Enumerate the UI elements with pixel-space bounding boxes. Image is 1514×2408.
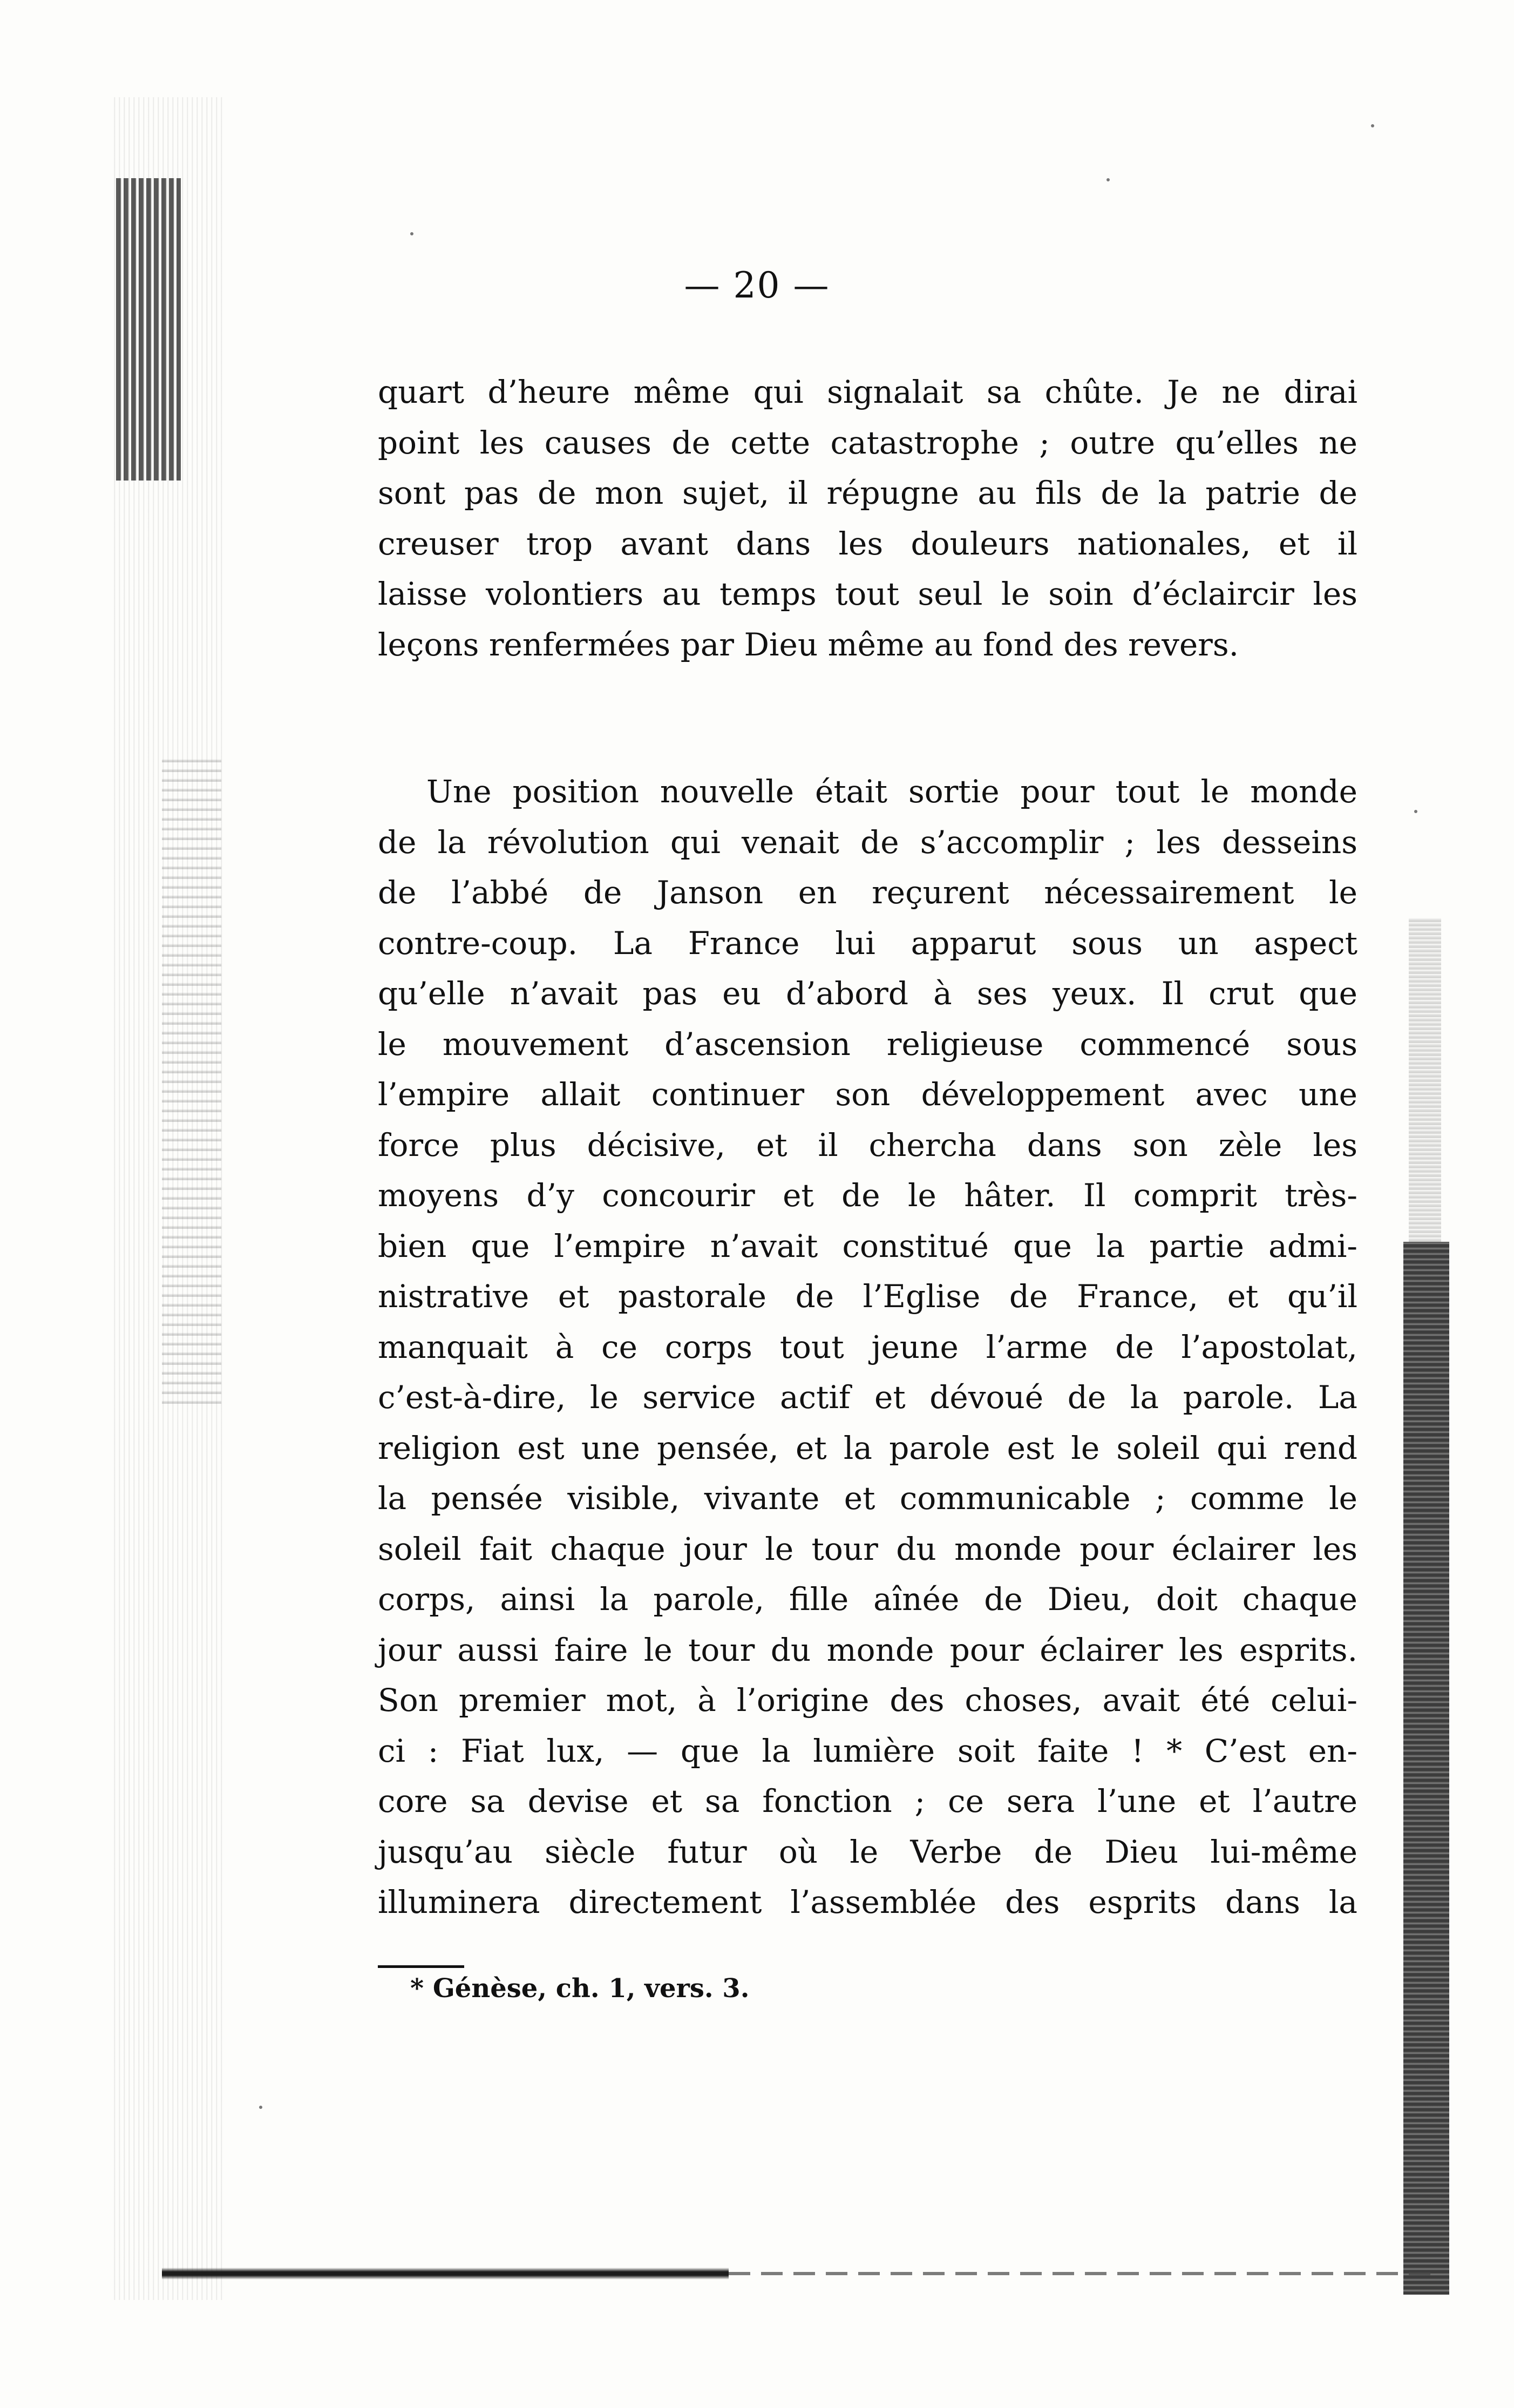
footnote-rule [378, 1965, 464, 1968]
scan-speck [1106, 178, 1110, 181]
text-line: nistrative et pastorale de l’Eglise de France, et qu’il [378, 1278, 1357, 1315]
text-line: leçons renfermées par Dieu même au fond des revers. [378, 626, 1239, 663]
text-line: core sa devise et sa fonction ; ce sera l’une et l’autre [378, 1783, 1357, 1819]
text-line: moyens d’y concourir et de le hâter. Il comprit très- [378, 1177, 1357, 1214]
text-line: le mouvement d’ascension religieuse commencé sous [378, 1025, 1357, 1063]
left-gutter-lower-noise [162, 756, 221, 1404]
text-line: qu’elle n’avait pas eu d’abord à ses yeux. Il crut que [378, 975, 1357, 1012]
scan-speck [1371, 124, 1374, 127]
text-line: manquait à ce corps tout jeune l’arme de l’apostolat, [378, 1328, 1357, 1365]
scan-speck [410, 232, 413, 235]
text-line: laisse volontiers au temps tout seul le soin d’éclaircir les [378, 576, 1357, 612]
text-line: la pensée visible, vivante et communicable ; comme le [378, 1480, 1357, 1517]
text-line: point les causes de cette catastrophe ; outre qu’elles ne [378, 424, 1357, 461]
paragraph-1 [378, 367, 1357, 670]
bottom-edge-dark-band [162, 2268, 729, 2280]
right-edge-noise [1409, 918, 1441, 1242]
text-line: contre-coup. La France lui apparut sous un aspect [378, 924, 1357, 962]
text-line: Une position nouvelle était sortie pour tout le monde [426, 773, 1357, 810]
right-edge-dark-band [1403, 1242, 1449, 2295]
text-line: sont pas de mon sujet, il répugne au fils de la patrie de [378, 475, 1357, 511]
text-line: bien que l’empire n’avait constitué que la partie admi- [378, 1227, 1357, 1264]
paragraph-2 [378, 767, 1357, 1928]
bottom-edge-dashes [729, 2272, 1430, 2275]
page-number: — 20 — [684, 265, 830, 306]
text-line: de la révolution qui venait de s’accomplir ; les desseins [378, 823, 1357, 861]
text-line: illuminera directement l’assemblée des esprits dans la [378, 1884, 1357, 1920]
left-gutter-dark-band [116, 178, 181, 481]
scan-speck [259, 2106, 262, 2109]
text-line: de l’abbé de Janson en reçurent nécessairement le [378, 874, 1357, 911]
text-line: jour aussi faire le tour du monde pour éclairer les esprits. [378, 1631, 1357, 1668]
text-line: quart d’heure même qui signalait sa chûte. Je ne dirai [378, 374, 1357, 410]
text-line: creuser trop avant dans les douleurs nationales, et il [378, 525, 1357, 562]
text-line: c’est-à-dire, le service actif et dévoué de la parole. La [378, 1379, 1357, 1416]
text-line: l’empire allait continuer son développement avec une [378, 1076, 1357, 1113]
text-line: jusqu’au siècle futur où le Verbe de Dieu lui-même [378, 1833, 1357, 1870]
text-line: soleil fait chaque jour le tour du monde pour éclairer les [378, 1530, 1357, 1567]
text-line: force plus décisive, et il chercha dans son zèle les [378, 1126, 1357, 1164]
text-line: religion est une pensée, et la parole est le soleil qui rend [378, 1429, 1357, 1466]
footnote: * Génèse, ch. 1, vers. 3. [410, 1973, 750, 2004]
text-line: ci : Fiat lux, — que la lumière soit faite ! * C’est en- [378, 1732, 1357, 1769]
text-line: Son premier mot, à l’origine des choses, avait été celui- [378, 1682, 1357, 1719]
scan-speck [1414, 810, 1417, 813]
text-line: corps, ainsi la parole, fille aînée de Dieu, doit chaque [378, 1581, 1357, 1618]
